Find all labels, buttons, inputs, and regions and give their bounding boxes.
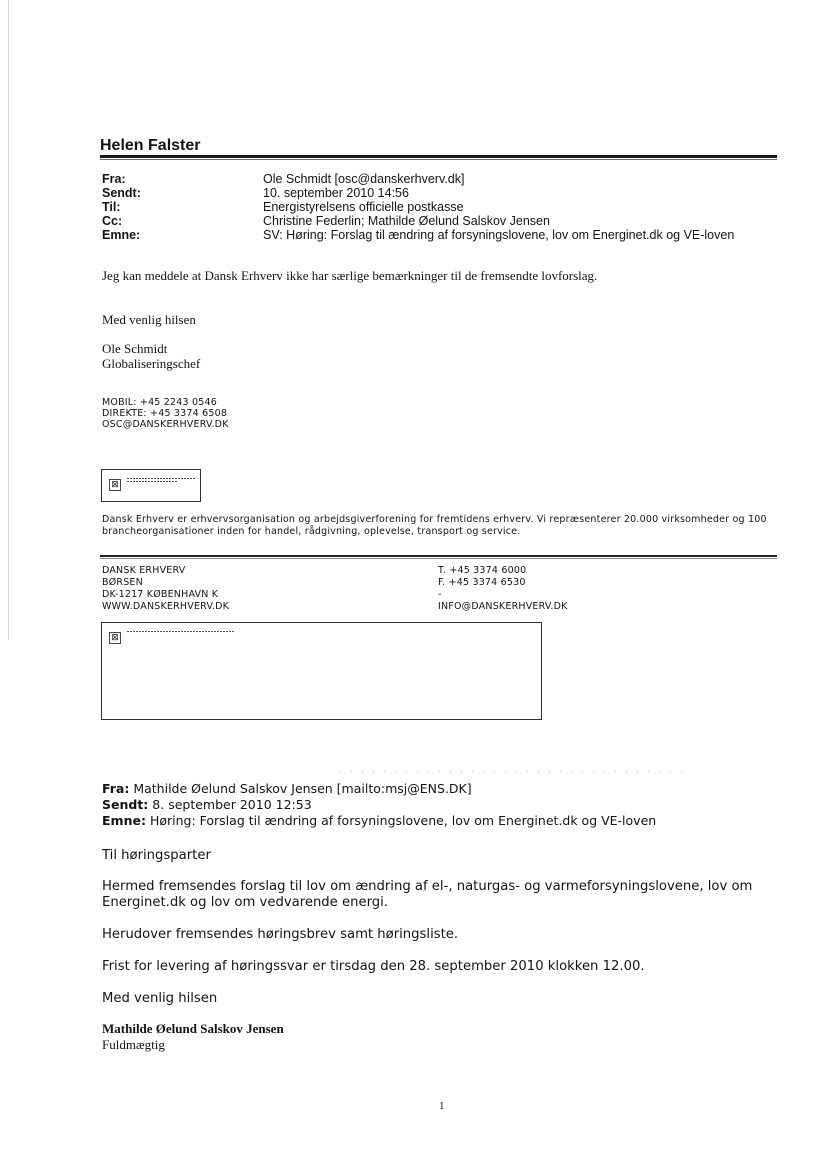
- field-label: Cc:: [102, 214, 123, 228]
- forward-signature-name: Mathilde Øelund Salskov Jensen: [102, 1021, 284, 1036]
- broken-image-icon: ⊠: [109, 479, 121, 491]
- page-edge-line: [8, 0, 9, 640]
- broken-image-logo: [101, 469, 201, 502]
- page-number: 1: [439, 1100, 445, 1112]
- field-label: Fra:: [102, 172, 126, 186]
- image-alt-text: [127, 481, 177, 482]
- forward-from-label: Fra:: [102, 781, 130, 796]
- forward-signature-title: Fuldmægtig: [102, 1037, 165, 1052]
- email-greeting: Med venlig hilsen: [102, 312, 196, 327]
- faint-scan-dots: [340, 771, 690, 772]
- address-line: WWW.DANSKERHVERV.DK: [102, 601, 230, 612]
- signature-name: Ole Schmidt: [102, 341, 168, 356]
- field-label: Til:: [102, 200, 121, 214]
- email-body-text: Jeg kan meddele at Dansk Erhverv ikke har særlige bemærkninger til de fremsendte lovforslag.: [102, 268, 598, 283]
- image-alt-text: [127, 631, 235, 632]
- field-label: Emne:: [102, 228, 141, 242]
- signature-title: Globaliseringschef: [102, 356, 201, 371]
- org-dash: -: [438, 589, 442, 600]
- recipient-name-header: Helen Falster: [100, 137, 201, 154]
- field-label: Sendt:: [102, 186, 141, 200]
- forward-subject: [102, 813, 656, 828]
- forward-paragraph-line: Hermed fremsendes forslag til lov om ændring af el-, naturgas- og varmeforsyningslovene, lov om: [102, 879, 753, 894]
- org-description-line2: brancheorganisationer inden for handel, rådgivning, oplevelse, transport og service.: [102, 526, 521, 537]
- forward-subject-label: Emne:: [102, 813, 146, 828]
- field-value: 10. september 2010 14:56: [263, 186, 409, 200]
- address-line: DK-1217 KØBENHAVN K: [102, 589, 219, 600]
- field-value: Christine Federlin; Mathilde Øelund Salskov Jensen: [263, 214, 550, 228]
- forward-sent-value: 8. september 2010 12:53: [152, 797, 312, 812]
- broken-image-icon: ⊠: [109, 632, 121, 644]
- field-value: Energistyrelsens officielle postkasse: [263, 200, 464, 214]
- forward-sent: [102, 797, 312, 812]
- contact-email: OSC@DANSKERHVERV.DK: [102, 419, 229, 430]
- org-email: INFO@DANSKERHVERV.DK: [438, 601, 568, 612]
- org-fax: F. +45 3374 6530: [438, 577, 526, 588]
- header-rule-thin: [100, 159, 777, 160]
- forward-salutation: Til høringsparter: [102, 848, 211, 863]
- forward-sent-label: Sendt:: [102, 797, 149, 812]
- forward-subject-value: Høring: Forslag til ændring af forsyningslovene, lov om Energinet.dk og VE-loven: [149, 813, 657, 828]
- org-rule: [100, 555, 777, 557]
- org-description-line1: Dansk Erhverv er erhvervsorganisation og arbejdsgiverforening for fremtidens erhverv. Vi repræsenterer 20.000 virksomheder og 100: [102, 514, 767, 525]
- address-line: DANSK ERHVERV: [102, 565, 186, 576]
- contact-direct: DIREKTE: +45 3374 6508: [102, 408, 228, 419]
- org-phone: T. +45 3374 6000: [438, 565, 527, 576]
- forward-greeting: Med venlig hilsen: [102, 991, 218, 1006]
- forward-from: [102, 781, 472, 796]
- broken-image-banner: [101, 622, 542, 720]
- forward-paragraph-line: Energinet.dk og lov om vedvarende energi.: [102, 895, 388, 910]
- field-value: SV: Høring: Forslag til ændring af forsyningslovene, lov om Energinet.dk og VE-loven: [263, 228, 735, 242]
- forward-deadline: Frist for levering af høringssvar er tirsdag den 28. september 2010 klokken 12.00.: [102, 959, 645, 974]
- address-line: BØRSEN: [102, 577, 143, 588]
- org-rule-thin: [100, 558, 777, 559]
- header-rule: [100, 155, 777, 158]
- image-alt-text: [127, 478, 195, 479]
- contact-mobile: MOBIL: +45 2243 0546: [102, 397, 217, 408]
- forward-from-value: Mathilde Øelund Salskov Jensen [mailto:msj@ENS.DK]: [133, 781, 472, 796]
- forward-paragraph: Herudover fremsendes høringsbrev samt høringsliste.: [102, 927, 459, 942]
- field-value: Ole Schmidt [osc@danskerhverv.dk]: [263, 172, 465, 186]
